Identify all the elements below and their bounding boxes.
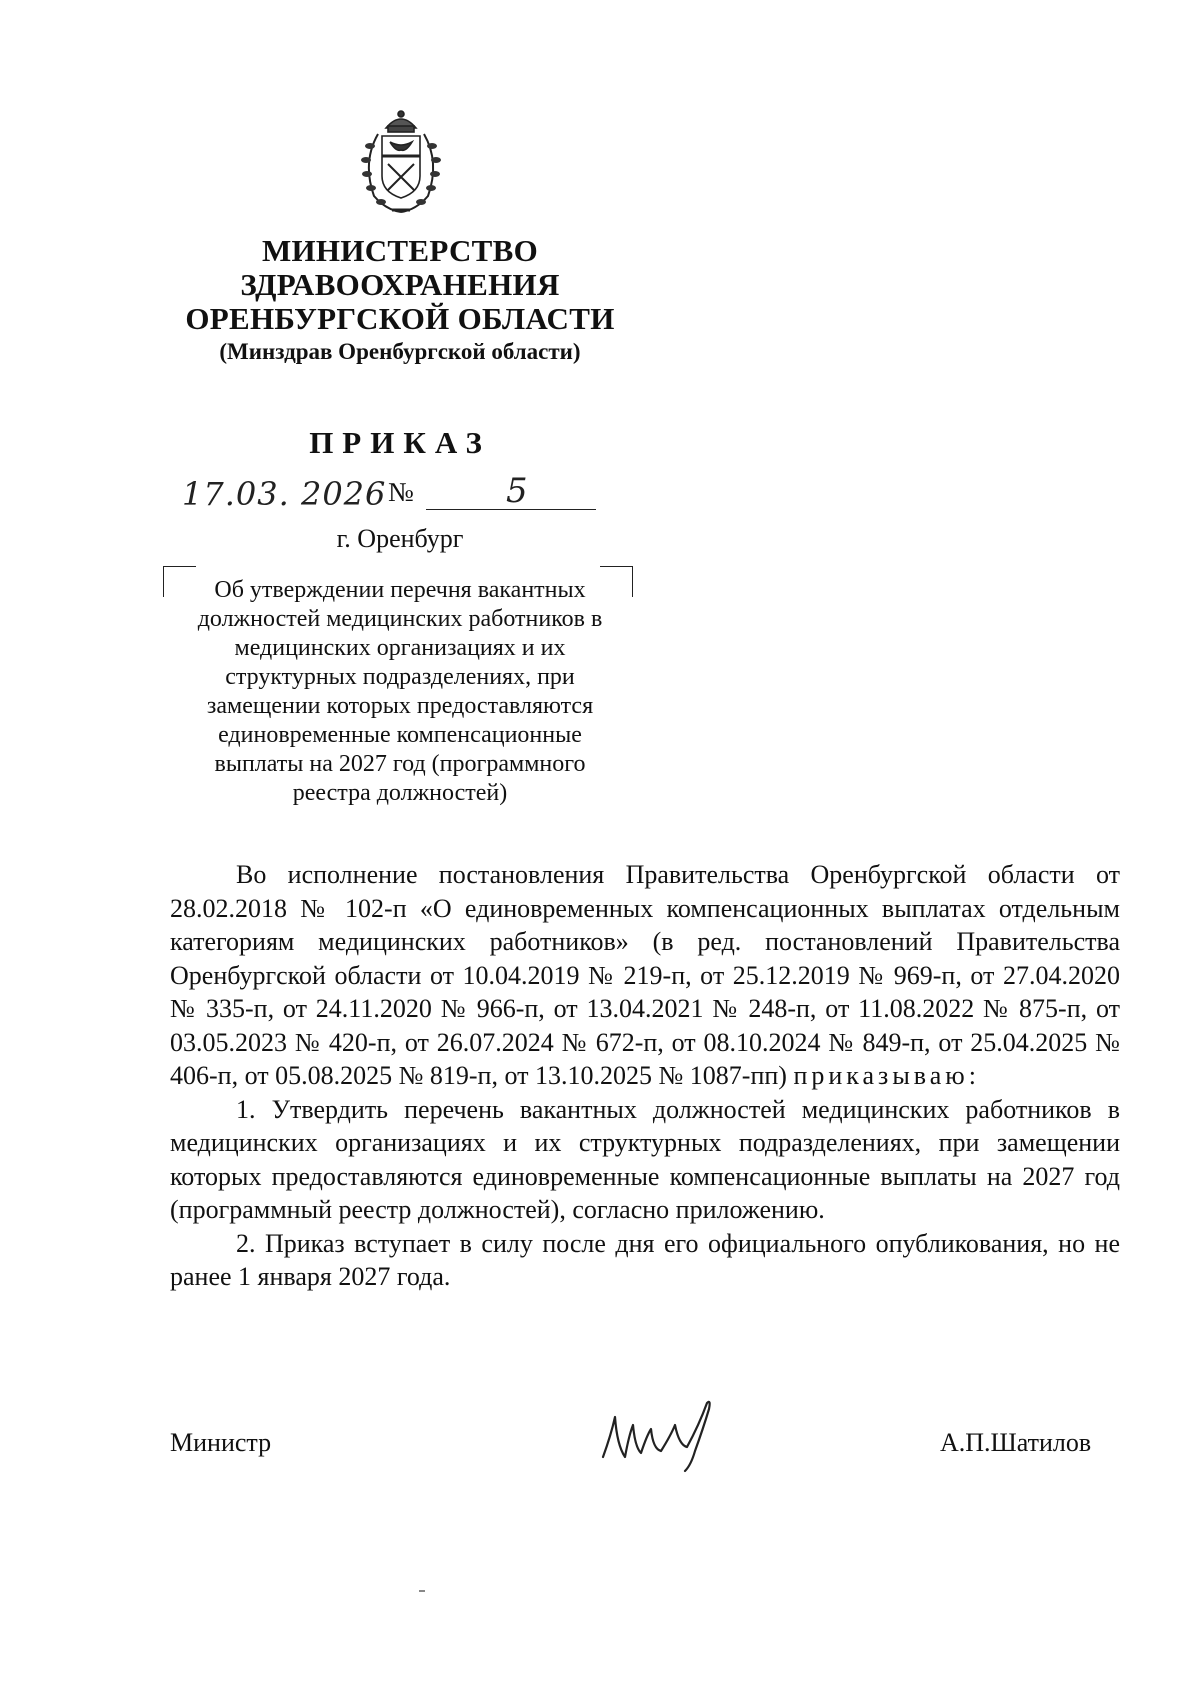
ministry-name-line1: МИНИСТЕРСТВО — [261, 233, 539, 268]
date-number-line — [170, 471, 610, 515]
signatory-name: А.П.Шатилов — [940, 1428, 1092, 1457]
preamble-paragraph — [170, 858, 1120, 1093]
ministry-name-line3: ОРЕНБУРГСКОЙ ОБЛАСТИ — [185, 301, 615, 336]
ministry-name-line2: ЗДРАВООХРАНЕНИЯ — [240, 267, 560, 302]
document-title: Об утверждении перечня вакантных должностей медицинских работников в медицинских организациях и их структурных подразделениях, при замещении которых предоставляются единовременные компенсационные выплаты на 2027 год (программного реестра должностей) — [197, 577, 603, 806]
number-label: № — [388, 477, 414, 507]
handwritten-date: 17.03. 2026 — [182, 475, 387, 513]
city: г. Оренбург — [336, 524, 464, 553]
ministry-short-name: (Минздрав Оренбургской области) — [219, 339, 581, 364]
order-word: приказываю: — [793, 1061, 980, 1090]
preamble-text: Во исполнение постановления Правительства Оренбургской области от 28.02.2018 № 102-п «О единовременных компенсационных выплатах отдельным категориям медицинских работников» (в ред. постановлений Правительства Оренбургской области от 10.04.2019 № 219-п, от 25.12.2019 № 969-п, от 27.04.2020 № 335-п, от 24.11.2020 № 966-п, от 13.04.2021 № 248-п, от 11.08.2022 № 875-п, от 03.05.2023 № 420-п, от 26.07.2024 № 672-п, от 08.10.2024 № 849-п, от 25.04.2025 № 406-п, от 05.08.2025 № 819-п, от 13.10.2025 № 1087-пп) — [170, 860, 1120, 1090]
document-type: ПРИКАЗ — [309, 425, 491, 460]
order-item-2: 2. Приказ вступает в силу после дня его официального опубликования, но не ранее 1 января 2027 года. — [170, 1228, 1120, 1291]
order-item-1: 1. Утвердить перечень вакантных должностей медицинских работников в медицинских организациях и их структурных подразделениях, при замещении которых предоставляются единовременные компенсационные выплаты на 2027 год (программный реестр должностей), согласно приложению. — [170, 1094, 1120, 1224]
signatory-position: Министр — [170, 1428, 272, 1457]
document-body — [170, 858, 1120, 1294]
handwritten-number: 5 — [506, 471, 528, 511]
handwritten-signature — [595, 1395, 735, 1475]
orenburg-coat-of-arms-icon — [356, 106, 446, 218]
scan-speck — [419, 1590, 425, 1592]
